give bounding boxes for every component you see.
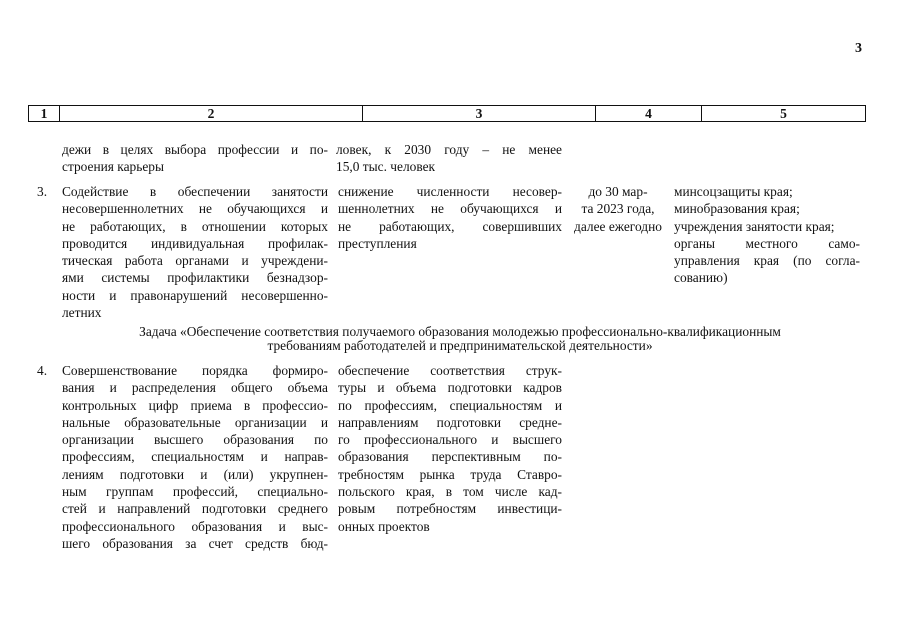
row-4-number: 4.: [37, 363, 48, 378]
row-4-col2-line: профессиям, специальностям и направ-: [62, 449, 328, 465]
row-3-number: 3.: [37, 184, 48, 199]
row-4-col3-line: обеспечение соответствия струк-: [338, 363, 562, 378]
row-0-col3: [336, 141, 562, 176]
row-4-col2-line: Совершенствование порядка формиро-: [62, 363, 328, 378]
row-4-col2-line: ным группам профессий, специально-: [62, 484, 328, 500]
task-heading-line: требованиям работодателей и предпринимательской деятельности»: [267, 338, 653, 353]
task-heading-line: Задача «Обеспечение соответствия получаемого образования молодежью профессионально-квалификационным: [139, 324, 781, 339]
row-4-col2: [62, 362, 328, 552]
row-3-col2-line: ями системы профилактики безнадзор-: [62, 270, 328, 286]
row-3-col3-line: преступления: [338, 235, 417, 251]
row-4-col2-line: профессионального образования и выс-: [62, 518, 328, 534]
row-0-col3-line: ловек, к 2030 году – не менее: [336, 142, 562, 157]
row-4-col3-line: требностям рынка труда Ставро-: [338, 466, 562, 482]
row-3-col2: [62, 183, 328, 321]
row-3-col5-line: минобразования края;: [674, 201, 800, 217]
row-3-col2-line: несовершеннолетних не обучающихся и: [62, 201, 328, 217]
row-3-col3: [338, 183, 562, 252]
row-3-col4: [564, 183, 672, 235]
row-3-col4-line: та 2023 года,: [581, 201, 655, 217]
header-cell-1: 1: [29, 106, 60, 121]
page-number: 3: [855, 41, 862, 56]
row-3-col3-line: не работающих, совершивших: [338, 218, 562, 234]
row-0-col3-line: 15,0 тыс. человек: [336, 159, 436, 175]
row-4-col2-line: нальные образовательные организации и: [62, 414, 328, 430]
row-3-col2-line: не работающих, в отношении которых: [62, 218, 328, 234]
row-4-col3-line: туры и объема подготовки кадров: [338, 380, 562, 396]
row-0-col2: [62, 141, 328, 176]
row-0-col2-line: дежи в целях выбора профессии и по-: [62, 142, 328, 157]
row-4-col3: [338, 362, 562, 535]
row-4-col2-line: стей и направлений подготовки среднего: [62, 501, 328, 517]
row-0-col2-line: строения карьеры: [62, 159, 164, 175]
row-4-col2-line: вания и распределения общего объема: [62, 380, 328, 396]
row-4-col2-line: шего образования за счет средств бюд-: [62, 535, 328, 551]
row-3-col3-line: шеннолетних не обучающихся и: [338, 201, 562, 217]
header-cell-3: 3: [363, 106, 596, 121]
row-4-col3-line: по профессиям, специальностям и: [338, 397, 562, 413]
row-4-col3-line: го профессионального и высшего: [338, 432, 562, 448]
row-3-col2-line: тическая работа органами и учреждени-: [62, 253, 328, 269]
row-4-col2-line: организации высшего образования по: [62, 432, 328, 448]
row-3-col5: [674, 183, 860, 287]
task-heading: [60, 325, 860, 353]
header-cell-5: 5: [780, 106, 787, 121]
row-4-col3-line: польского края, в том числе кад-: [338, 484, 562, 500]
row-4-col3-line: направлениям подготовки средне-: [338, 414, 562, 430]
row-4-col3-line: онных проектов: [338, 518, 430, 534]
table-header-row: [28, 105, 866, 122]
row-3-col5-line: минсоцзащиты края;: [674, 184, 793, 199]
row-3-col5-line: учреждения занятости края;: [674, 218, 835, 234]
row-3-col5-line: сованию): [674, 270, 728, 286]
row-4-col3-line: ровым потребностям инвестици-: [338, 501, 562, 517]
row-3-col2-line: проводится индивидуальная профилак-: [62, 235, 328, 251]
row-4-col2-line: контрольных цифр приема в профессио-: [62, 397, 328, 413]
header-cell-2: 2: [60, 106, 363, 121]
row-3-col4-line: до 30 мар-: [588, 184, 648, 199]
row-4-col3-line: образования перспективным по-: [338, 449, 562, 465]
row-3-col2-line: летних: [62, 305, 102, 321]
row-3-col2-line: Содействие в обеспечении занятости: [62, 184, 328, 199]
row-3-col3-line: снижение численности несовер-: [338, 184, 562, 199]
row-3-col2-line: ности и правонарушений несовершенно-: [62, 287, 328, 303]
row-3-col5-line: управления края (по согла-: [674, 253, 860, 269]
row-4-col2-line: лениям подготовки и (или) укрупнен-: [62, 466, 328, 482]
row-3-col4-line: далее ежегодно: [574, 218, 662, 234]
row-3-col5-line: органы местного само-: [674, 235, 860, 251]
header-cell-4: 4: [596, 106, 702, 121]
